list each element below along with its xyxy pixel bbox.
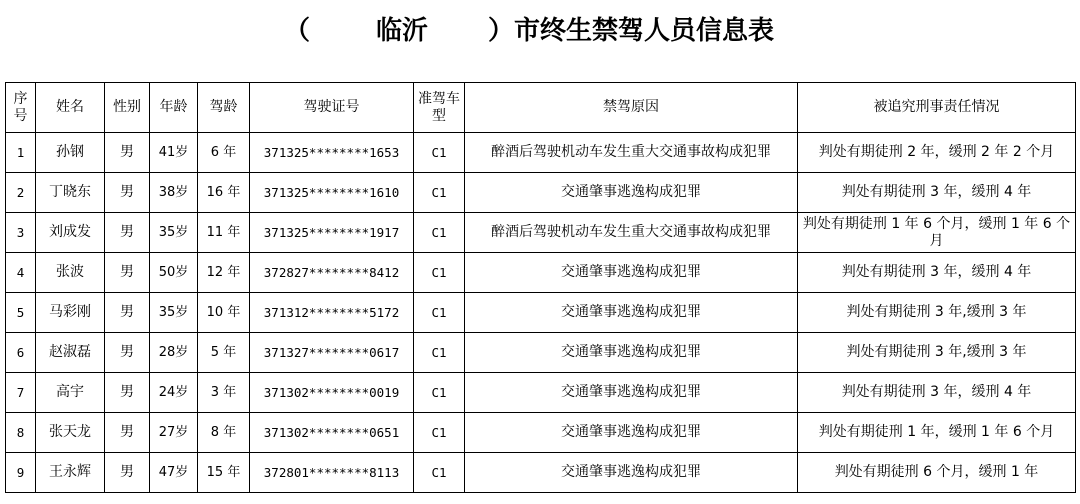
cell-seq: 8 xyxy=(6,413,36,453)
cell-gender: 男 xyxy=(105,133,150,173)
cell-seq: 5 xyxy=(6,293,36,333)
cell-driving-years: 10 年 xyxy=(198,293,250,333)
cell-seq: 3 xyxy=(6,213,36,253)
cell-vehicle-type: C1 xyxy=(414,133,465,173)
header-gender: 性别 xyxy=(105,83,150,133)
cell-driving-years: 16 年 xyxy=(198,173,250,213)
cell-age: 28岁 xyxy=(150,333,198,373)
table-row xyxy=(6,213,1076,253)
cell-age: 35岁 xyxy=(150,293,198,333)
cell-name: 张波 xyxy=(36,253,105,293)
table-row xyxy=(6,453,1076,493)
cell-criminal: 判处有期徒刑 2 年，缓刑 2 年 2 个月 xyxy=(798,133,1076,173)
header-seq: 序号 xyxy=(6,83,36,133)
cell-license: 371312********5172 xyxy=(250,293,414,333)
cell-seq: 4 xyxy=(6,253,36,293)
driver-ban-table xyxy=(5,82,1076,493)
cell-reason: 醉酒后驾驶机动车发生重大交通事故构成犯罪 xyxy=(465,133,798,173)
cell-name: 刘成发 xyxy=(36,213,105,253)
cell-license: 371302********0019 xyxy=(250,373,414,413)
cell-name: 王永辉 xyxy=(36,453,105,493)
cell-seq: 1 xyxy=(6,133,36,173)
cell-driving-years: 5 年 xyxy=(198,333,250,373)
cell-vehicle-type: C1 xyxy=(414,213,465,253)
cell-gender: 男 xyxy=(105,453,150,493)
cell-criminal: 判处有期徒刑 3 年，缓刑 4 年 xyxy=(798,253,1076,293)
cell-age: 27岁 xyxy=(150,413,198,453)
table-row xyxy=(6,173,1076,213)
cell-criminal: 判处有期徒刑 3 年,缓刑 3 年 xyxy=(798,333,1076,373)
table-row xyxy=(6,293,1076,333)
cell-name: 马彩刚 xyxy=(36,293,105,333)
cell-license: 371327********0617 xyxy=(250,333,414,373)
title-open-paren: （ xyxy=(284,16,311,46)
header-age: 年龄 xyxy=(150,83,198,133)
cell-vehicle-type: C1 xyxy=(414,253,465,293)
header-criminal: 被追究刑事责任情况 xyxy=(798,83,1076,133)
cell-criminal: 判处有期徒刑 3 年，缓刑 4 年 xyxy=(798,173,1076,213)
cell-vehicle-type: C1 xyxy=(414,413,465,453)
title-text: ）市终生禁驾人员信息表 xyxy=(488,16,775,46)
cell-age: 35岁 xyxy=(150,213,198,253)
title-city: 临沂 xyxy=(376,16,429,46)
cell-license: 372801********8113 xyxy=(250,453,414,493)
cell-seq: 7 xyxy=(6,373,36,413)
cell-reason: 交通肇事逃逸构成犯罪 xyxy=(465,333,798,373)
cell-name: 丁晓东 xyxy=(36,173,105,213)
cell-criminal: 判处有期徒刑 1 年，缓刑 1 年 6 个月 xyxy=(798,413,1076,453)
header-driving-years: 驾龄 xyxy=(198,83,250,133)
cell-vehicle-type: C1 xyxy=(414,293,465,333)
cell-driving-years: 8 年 xyxy=(198,413,250,453)
header-license: 驾驶证号 xyxy=(250,83,414,133)
cell-reason: 交通肇事逃逸构成犯罪 xyxy=(465,413,798,453)
document-title xyxy=(0,8,1080,54)
cell-reason: 交通肇事逃逸构成犯罪 xyxy=(465,253,798,293)
cell-driving-years: 15 年 xyxy=(198,453,250,493)
cell-age: 38岁 xyxy=(150,173,198,213)
cell-seq: 9 xyxy=(6,453,36,493)
table-row xyxy=(6,373,1076,413)
cell-reason: 交通肇事逃逸构成犯罪 xyxy=(465,173,798,213)
cell-vehicle-type: C1 xyxy=(414,453,465,493)
header-vehicle-type: 准驾车型 xyxy=(414,83,465,133)
cell-vehicle-type: C1 xyxy=(414,173,465,213)
cell-age: 41岁 xyxy=(150,133,198,173)
cell-criminal: 判处有期徒刑 1 年 6 个月，缓刑 1 年 6 个月 xyxy=(798,213,1076,253)
header-reason: 禁驾原因 xyxy=(465,83,798,133)
cell-driving-years: 3 年 xyxy=(198,373,250,413)
cell-age: 50岁 xyxy=(150,253,198,293)
cell-criminal: 判处有期徒刑 3 年,缓刑 3 年 xyxy=(798,293,1076,333)
cell-vehicle-type: C1 xyxy=(414,373,465,413)
cell-seq: 2 xyxy=(6,173,36,213)
cell-license: 372827********8412 xyxy=(250,253,414,293)
cell-name: 高宇 xyxy=(36,373,105,413)
table-row xyxy=(6,333,1076,373)
cell-gender: 男 xyxy=(105,213,150,253)
cell-age: 24岁 xyxy=(150,373,198,413)
cell-vehicle-type: C1 xyxy=(414,333,465,373)
cell-license: 371302********0651 xyxy=(250,413,414,453)
table-row xyxy=(6,133,1076,173)
cell-reason: 交通肇事逃逸构成犯罪 xyxy=(465,293,798,333)
cell-driving-years: 6 年 xyxy=(198,133,250,173)
cell-gender: 男 xyxy=(105,253,150,293)
cell-license: 371325********1653 xyxy=(250,133,414,173)
cell-reason: 交通肇事逃逸构成犯罪 xyxy=(465,453,798,493)
cell-driving-years: 11 年 xyxy=(198,213,250,253)
table-row xyxy=(6,413,1076,453)
cell-gender: 男 xyxy=(105,373,150,413)
cell-license: 371325********1610 xyxy=(250,173,414,213)
table-row xyxy=(6,253,1076,293)
table-header-row xyxy=(6,83,1076,133)
cell-license: 371325********1917 xyxy=(250,213,414,253)
cell-criminal: 判处有期徒刑 3 年，缓刑 4 年 xyxy=(798,373,1076,413)
cell-criminal: 判处有期徒刑 6 个月，缓刑 1 年 xyxy=(798,453,1076,493)
cell-reason: 醉酒后驾驶机动车发生重大交通事故构成犯罪 xyxy=(465,213,798,253)
cell-reason: 交通肇事逃逸构成犯罪 xyxy=(465,373,798,413)
cell-gender: 男 xyxy=(105,333,150,373)
cell-age: 47岁 xyxy=(150,453,198,493)
cell-gender: 男 xyxy=(105,173,150,213)
cell-gender: 男 xyxy=(105,293,150,333)
header-name: 姓名 xyxy=(36,83,105,133)
cell-name: 孙钢 xyxy=(36,133,105,173)
cell-name: 赵淑磊 xyxy=(36,333,105,373)
cell-gender: 男 xyxy=(105,413,150,453)
cell-seq: 6 xyxy=(6,333,36,373)
cell-name: 张天龙 xyxy=(36,413,105,453)
cell-driving-years: 12 年 xyxy=(198,253,250,293)
